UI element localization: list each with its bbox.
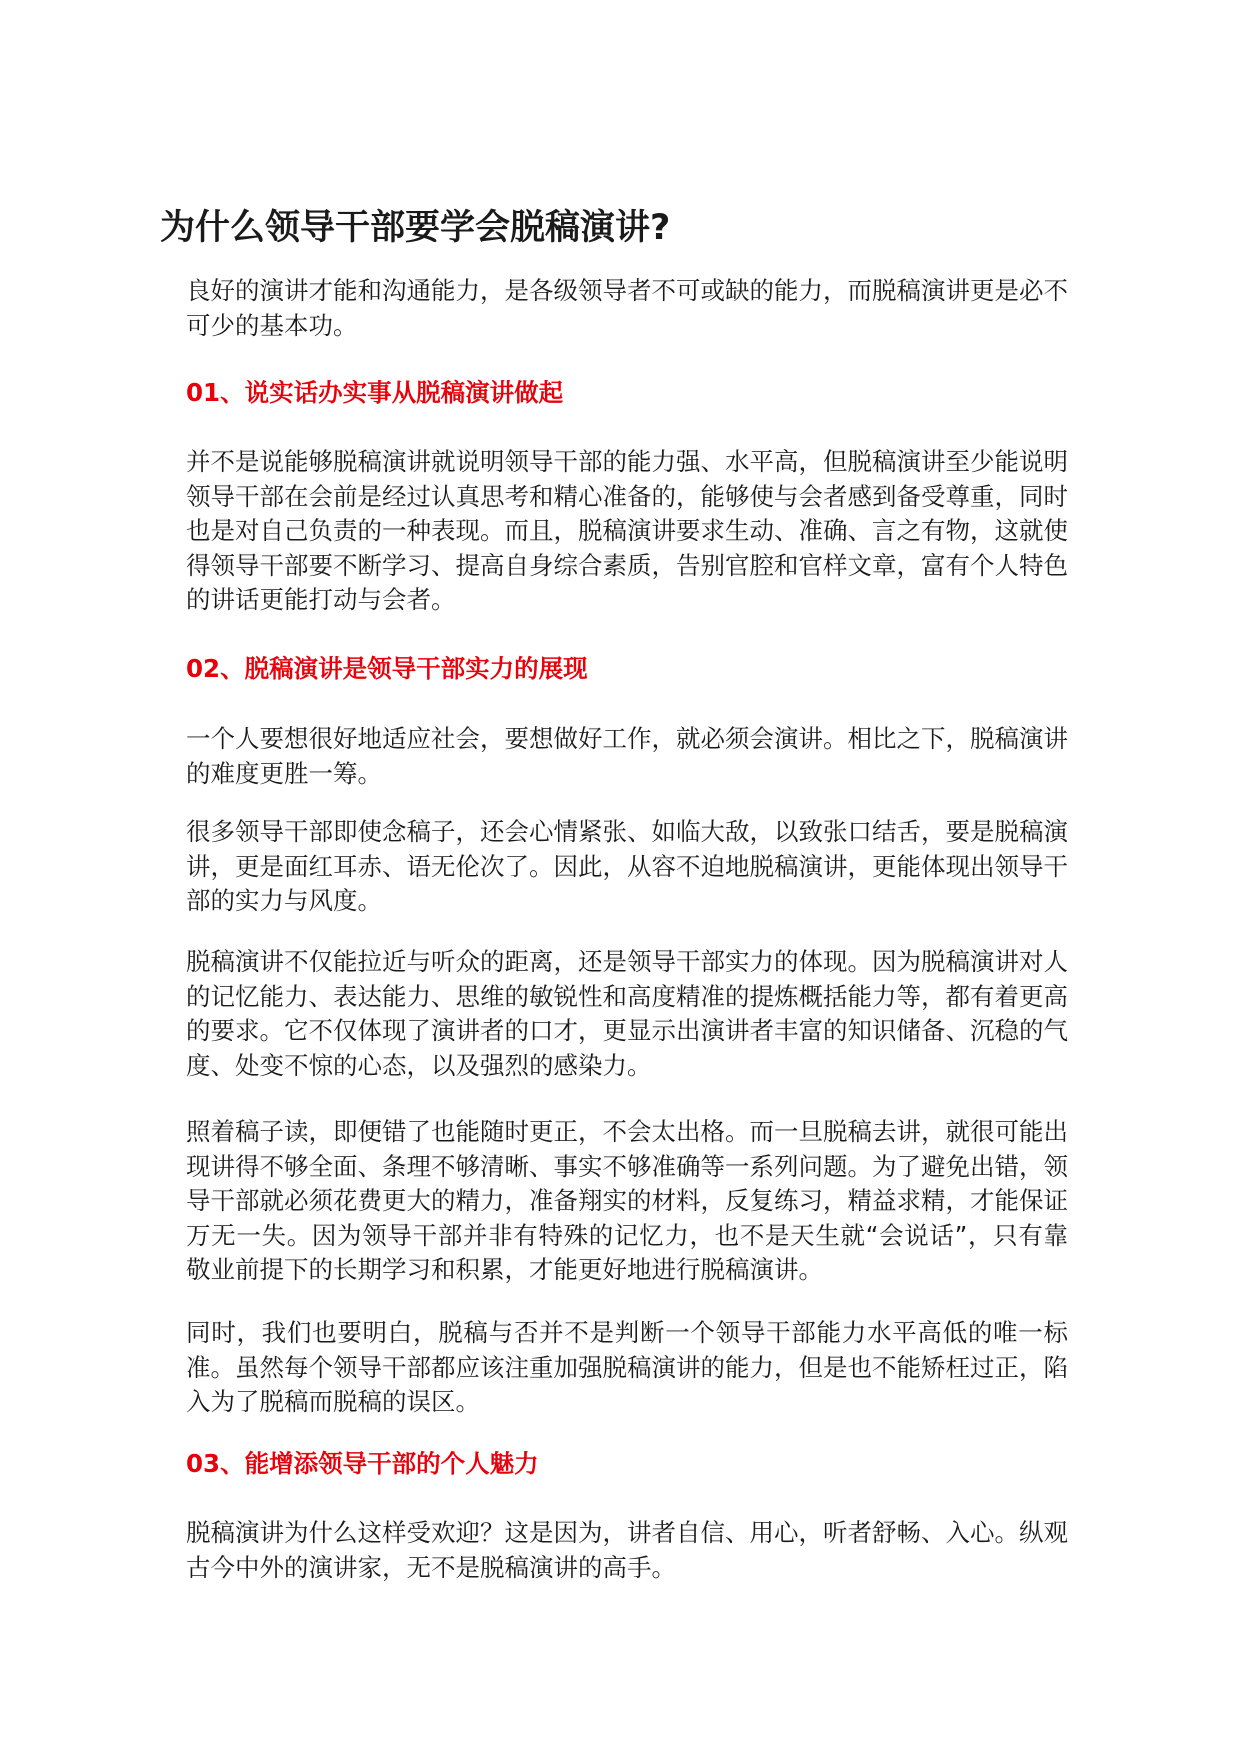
section-heading-03: 03、能增添领导干部的个人魅力 xyxy=(186,1449,539,1478)
section-heading-01: 01、说实话办实事从脱稿演讲做起 xyxy=(186,378,564,407)
section-02-paragraph-1: 一个人要想很好地适应社会，要想做好工作，就必须会演讲。相比之下，脱稿演讲的难度更胜一筹。 xyxy=(186,724,1068,788)
section-heading-02: 02、脱稿演讲是领导干部实力的展现 xyxy=(186,654,588,683)
section-02-paragraph-4: 照着稿子读，即便错了也能随时更正，不会太出格。而一旦脱稿去讲，就很可能出现讲得不够全面、条理不够清晰、事实不够准确等一系列问题。为了避免出错，领导干部就必须花费更大的精力，准备翔实的材料，反复练习，精益求精，才能保证万无一失。因为领导干部并非有特殊的记忆力，也不是天生就“会说话”，只有靠敬业前提下的长期学习和积累，才能更好地进行脱稿演讲。 xyxy=(186,1117,1068,1284)
section-03-paragraph-1: 脱稿演讲为什么这样受欢迎？这是因为，讲者自信、用心，听者舒畅、入心。纵观古今中外的演讲家，无不是脱稿演讲的高手。 xyxy=(186,1518,1068,1582)
intro-paragraph: 良好的演讲才能和沟通能力，是各级领导者不可或缺的能力，而脱稿演讲更是必不可少的基本功。 xyxy=(186,276,1068,340)
page-title: 为什么领导干部要学会脱稿演讲? xyxy=(160,208,671,248)
section-02-paragraph-2: 很多领导干部即使念稿子，还会心情紧张、如临大敌，以致张口结舌，要是脱稿演讲，更是面红耳赤、语无伦次了。因此，从容不迫地脱稿演讲，更能体现出领导干部的实力与风度。 xyxy=(186,817,1068,915)
section-02-paragraph-3: 脱稿演讲不仅能拉近与听众的距离，还是领导干部实力的体现。因为脱稿演讲对人的记忆能力、表达能力、思维的敏锐性和高度精准的提炼概括能力等，都有着更高的要求。它不仅体现了演讲者的口才，更显示出演讲者丰富的知识储备、沉稳的气度、处变不惊的心态，以及强烈的感染力。 xyxy=(186,947,1068,1080)
section-02-paragraph-5: 同时，我们也要明白，脱稿与否并不是判断一个领导干部能力水平高低的唯一标准。虽然每个领导干部都应该注重加强脱稿演讲的能力，但是也不能矫枉过正，陷入为了脱稿而脱稿的误区。 xyxy=(186,1318,1068,1416)
section-01-paragraph-1: 并不是说能够脱稿演讲就说明领导干部的能力强、水平高，但脱稿演讲至少能说明领导干部在会前是经过认真思考和精心准备的，能够使与会者感到备受尊重，同时也是对自己负责的一种表现。而且，脱稿演讲要求生动、准确、言之有物，这就使得领导干部要不断学习、提高自身综合素质，告别官腔和官样文章，富有个人特色的讲话更能打动与会者。 xyxy=(186,447,1068,614)
